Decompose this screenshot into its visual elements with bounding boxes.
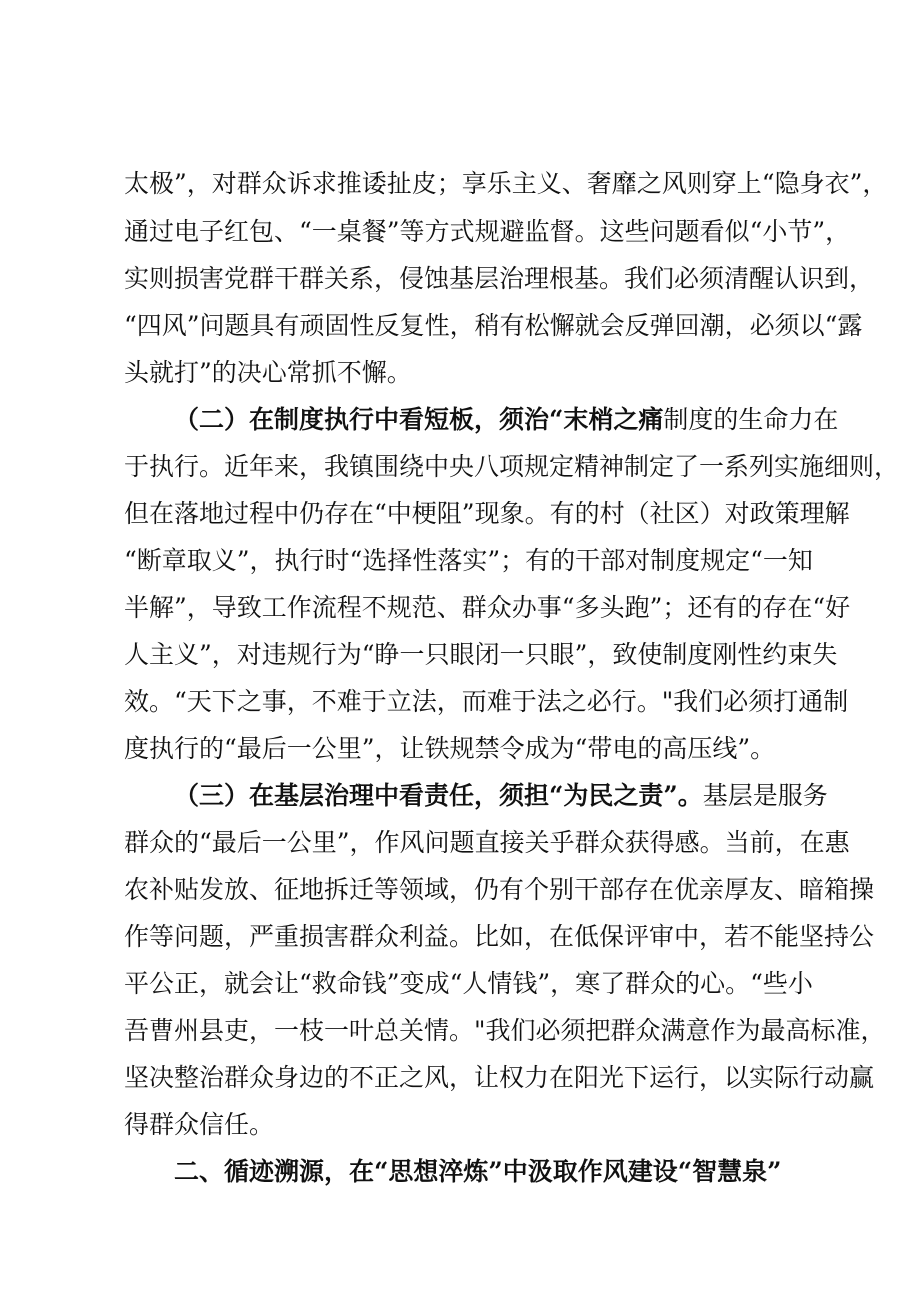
paragraph-first-line [174, 403, 839, 437]
body-text-line: “四风”问题具有顽固性反复性，稍有松懈就会反弹回潮，必须以“露 [124, 311, 863, 340]
body-text-line: 人主义”，对违规行为“睁一只眼闭一只眼”，致使制度刚性约束失 [124, 640, 838, 669]
body-text-line: 作等问题，严重损害群众利益。比如，在低保评审中，若不能坚持公 [124, 922, 875, 951]
body-text-line: 半解”，导致工作流程不规范、群众办事“多头跑”；还有的存在“好 [124, 593, 851, 622]
body-text-line: 度执行的“最后一公里”，让铁规禁令成为“带电的高压线”。 [124, 734, 776, 763]
body-text-span: 制度的生命力在 [663, 405, 839, 434]
body-text-line: 群众的“最后一公里”，作风问题直接关乎群众获得感。当前，在惠 [124, 828, 850, 857]
subheading-bold-lead: （二）在制度执行中看短板，须治“末梢之痛 [174, 405, 664, 434]
body-text-line: 平公正，就会让“救命钱”变成“人情钱”，寒了群众的心。“些小 [124, 969, 813, 998]
body-text-line: 太极”，对群众诉求推诿扯皮；享乐主义、奢靡之风则穿上“隐身衣”， [124, 169, 888, 198]
paragraph-first-line [174, 779, 828, 813]
body-text-line: 坚决整治群众身边的不正之风，让权力在阳光下运行，以实际行动赢 [124, 1063, 875, 1092]
subheading-bold-lead: （三）在基层治理中看责任，须担“为民之责”。 [174, 781, 703, 810]
body-text-line: 吾曹州县吏，一枝一叶总关情。"我们必须把群众满意作为最高标准， [124, 1016, 886, 1045]
body-text-line: 农补贴发放、征地拆迁等领域，仍有个别干部存在优亲厚友、暗箱操 [124, 875, 875, 904]
body-text-line: 实则损害党群干群关系，侵蚀基层治理根基。我们必须清醒认识到， [124, 264, 875, 293]
body-text-line: “断章取义”，执行时“选择性落实”；有的干部对制度规定“一知 [124, 546, 813, 575]
body-text-line: 于执行。近年来，我镇围绕中央八项规定精神制定了一系列实施细则， [124, 452, 900, 481]
body-text-line: 但在落地过程中仍存在“中梗阻”现象。有的村（社区）对政策理解 [124, 499, 850, 528]
body-text-line: 头就打”的决心常抓不懈。 [124, 358, 412, 387]
section-heading: 二、循迹溯源，在“思想淬炼”中汲取作风建设“智慧泉” [174, 1157, 782, 1186]
body-text-line: 得群众信任。 [124, 1110, 275, 1139]
body-text-line: 效。“天下之事，不难于立法，而难于法之必行。"我们必须打通制 [124, 687, 849, 716]
body-text-span: 基层是服务 [702, 781, 828, 810]
body-text-line: 通过电子红包、“一桌餐”等方式规避监督。这些问题看似“小节”， [124, 217, 851, 246]
